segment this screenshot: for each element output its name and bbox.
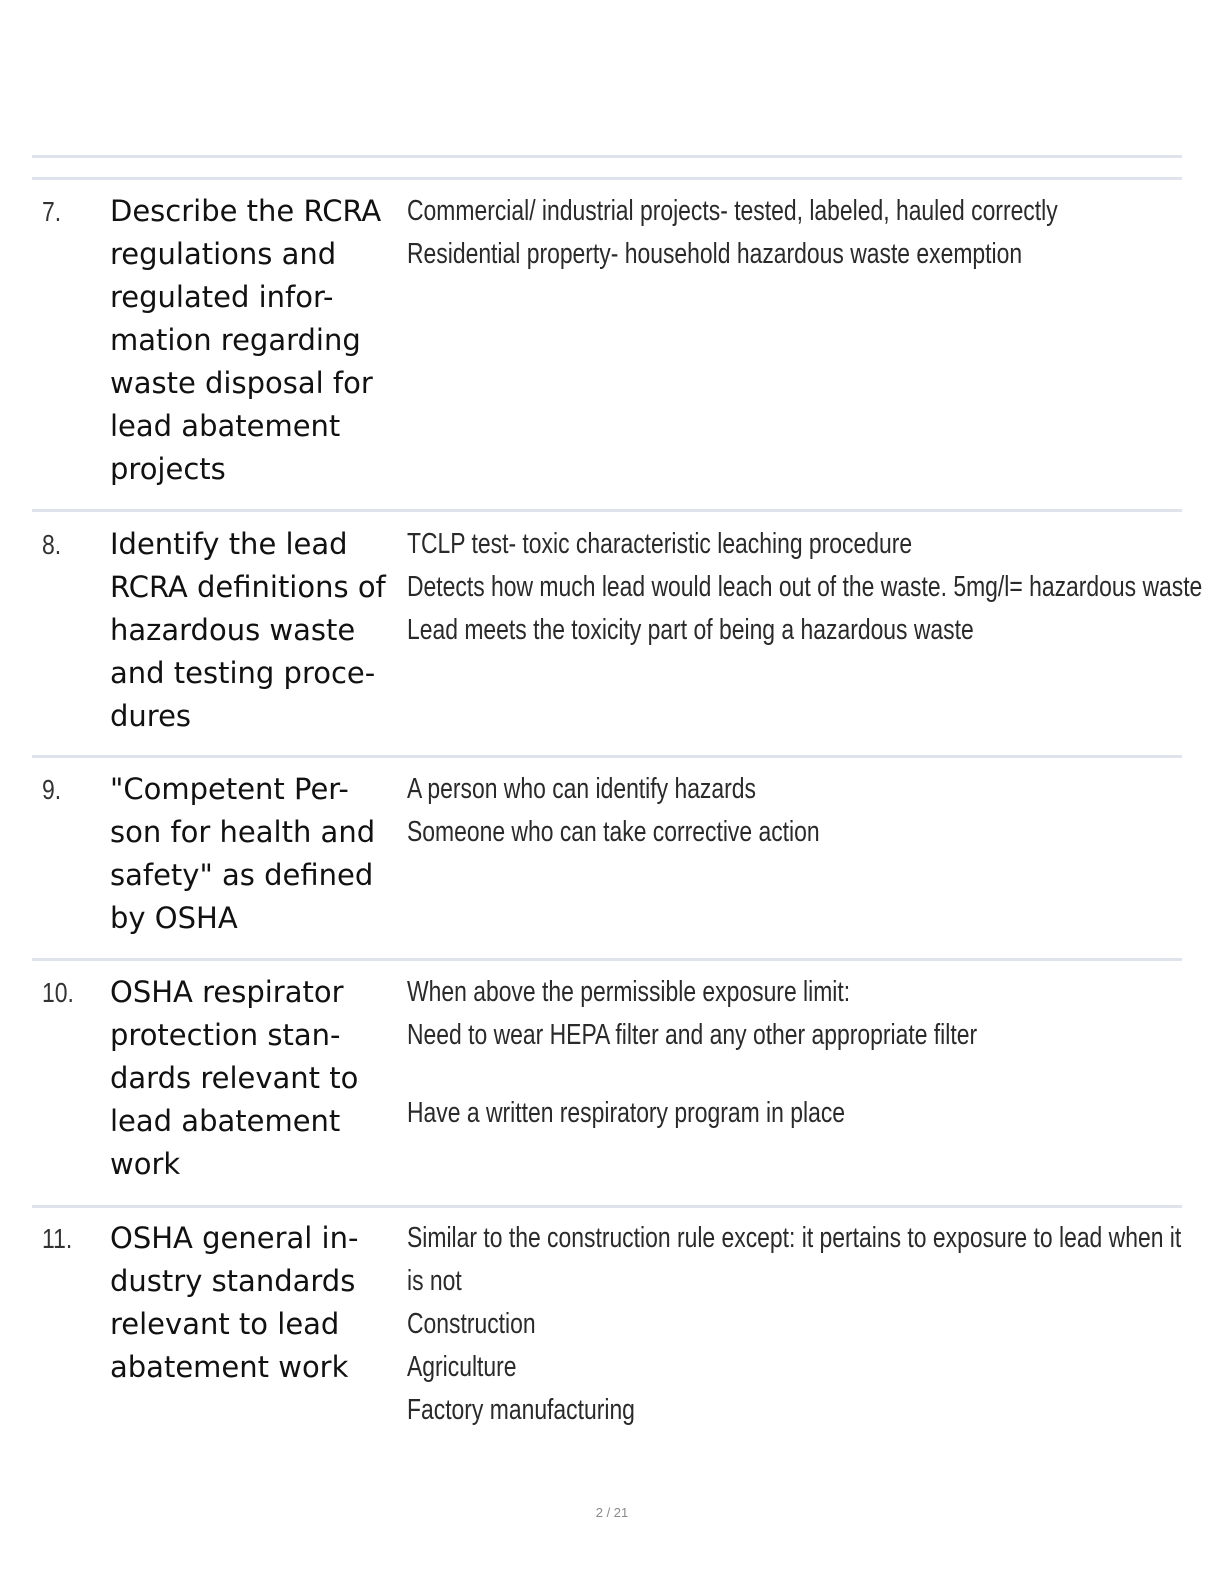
term-text: Describe the RCRA regulations and regulated infor- mation regarding waste disposal for lead abatement projects (110, 194, 382, 486)
term-text: OSHA general in- dustry standards relevant to lead abatement work (110, 1221, 359, 1384)
page-indicator: 2 / 21 (595, 1505, 629, 1520)
row-divider (32, 755, 1182, 758)
definition-text: Similar to the construction rule except: it pertains to exposure to lead when it is not Construction Agriculture Factory manufacturing (407, 1222, 1182, 1426)
term-row-9 (32, 768, 1182, 961)
row-divider (32, 1205, 1182, 1208)
term-row-8 (32, 523, 1203, 758)
item-number: 9. (42, 774, 62, 805)
item-number: 7. (42, 196, 62, 227)
term-text: OSHA respirator protection stan- dards relevant to lead abatement work (110, 975, 359, 1181)
term-text: "Competent Per- son for health and safety" as defined by OSHA (110, 772, 376, 935)
row-divider (32, 958, 1182, 961)
definition-text: When above the permissible exposure limit: Need to wear HEPA filter and any other appropriate filter Have a written respiratory program in place (407, 976, 978, 1129)
definition-text: A person who can identify hazards Someone who can take corrective action (407, 773, 820, 848)
definition-text: Commercial/ industrial projects- tested, labeled, hauled correctly Residential property- household hazardous waste exemption (407, 195, 1058, 270)
term-row-11 (32, 1217, 1182, 1437)
term-text: Identify the lead RCRA definitions of hazardous waste and testing proce- dures (110, 527, 386, 733)
item-number: 8. (42, 529, 62, 560)
term-row-10 (32, 971, 1182, 1208)
term-row-7 (32, 190, 1182, 512)
item-number: 10. (42, 977, 74, 1008)
definition-text: TCLP test- toxic characteristic leaching procedure Detects how much lead would leach out of the waste. 5mg/l= hazardous waste Lead meets the toxicity part of being a hazardous waste (407, 528, 1203, 646)
item-number: 11. (42, 1223, 73, 1254)
row-divider (32, 509, 1182, 512)
header-divider (32, 177, 1182, 180)
top-divider (32, 155, 1182, 158)
